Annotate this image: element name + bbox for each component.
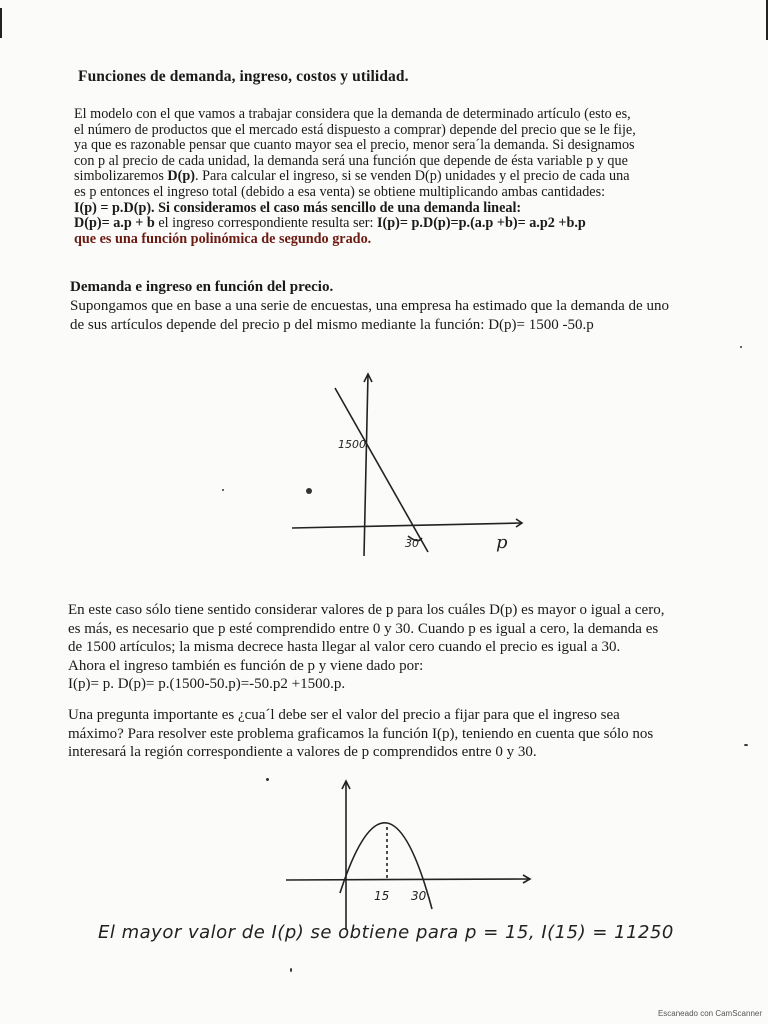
analysis-line: En este caso sólo tiene sentido considerar valores de p para los cuáles D(p) es mayor o igual a cero, [68, 602, 665, 618]
intro-line: simbolizaremos D(p). Para calcular el ingreso, si se venden D(p) unidades y el precio de cada una [74, 168, 630, 185]
analysis-line: es más, es necesario que p esté comprendido entre 0 y 30. Cuando p es igual a cero, la demanda es [68, 620, 659, 637]
intro-line-conclusion: que es una función polinómica de segundo grado. [74, 230, 372, 247]
section-paragraph [70, 297, 750, 335]
formula-dp: D(p) [167, 168, 195, 185]
analysis-line: de 1500 artículos; la misma decrece hasta llegar al valor cero cuando el precio es igual a 30. [68, 639, 621, 656]
label-15: 15 [374, 889, 390, 903]
question-line: interesará la región correspondiente a valores de p comprendidos entre 0 y 30. [68, 744, 537, 761]
demand-graph [280, 370, 530, 560]
label-30: 30 [411, 889, 427, 903]
intro-line: El modelo con el que vamos a trabajar considera que la demanda de determinado artículo (esto es, [74, 106, 631, 122]
question-line: máximo? Para resolver este problema graficamos la función I(p), teniendo en cuenta que sólo nos [68, 725, 654, 742]
analysis-paragraph [68, 601, 748, 694]
scanner-watermark: Escaneado con CamScanner [657, 1009, 762, 1018]
section-line: de sus artículos depende del precio p del mismo mediante la función: D(p)= 1500 -50.p [70, 317, 594, 333]
intro-line-formula: I(p) = p.D(p). Si consideramos el caso más sencillo de una demanda lineal: [74, 199, 522, 216]
scan-edge-left [0, 8, 2, 38]
intro-line: D(p)= a.p + b el ingreso correspondiente resulta ser: I(p)= p.D(p)=p.(a.p +b)= a.p2 +b.p [74, 215, 586, 232]
intro-line: es p entonces el ingreso total (debido a esa venta) se obtiene multiplicando ambas cantidades: [74, 183, 606, 200]
intro-line: el número de productos que el mercado está dispuesto a comprar) depende del precio que se le fije, [74, 121, 636, 138]
intro-paragraph [74, 107, 714, 247]
question-paragraph [68, 706, 748, 762]
income-graph [280, 775, 540, 935]
label-1500: 1500 [338, 438, 366, 451]
intro-line: ya que es razonable pensar que cuanto mayor sea el precio, menor sera´la demanda. Si designamos [74, 137, 635, 154]
scan-speck [740, 346, 742, 348]
section-title: Demanda e ingreso en función del precio. [70, 279, 334, 295]
scan-speck [266, 778, 269, 781]
formula-income: I(p)= p.D(p)=p.(a.p +b)= a.p2 +b.p [377, 215, 586, 232]
document-title: Funciones de demanda, ingreso, costos y utilidad. [78, 68, 409, 85]
scan-speck [744, 744, 748, 746]
label-p: p [496, 532, 508, 553]
label-30: 30 [405, 537, 419, 550]
scan-speck [306, 488, 312, 494]
scan-speck [290, 968, 292, 972]
section-line: Supongamos que en base a una serie de encuestas, una empresa ha estimado que la demanda de uno [70, 298, 669, 314]
analysis-line: Ahora el ingreso también es función de p y viene dado por: [68, 657, 424, 674]
formula-linear: D(p)= a.p + b [74, 215, 155, 232]
question-line: Una pregunta importante es ¿cua´l debe ser el valor del precio a fijar para que el ingreso sea [68, 707, 620, 723]
analysis-line: I(p)= p. D(p)= p.(1500-50.p)=-50.p2 +1500.p. [68, 676, 346, 693]
x-axis [286, 879, 530, 880]
y-axis [364, 374, 368, 556]
handwritten-conclusion: El mayor valor de I(p) se obtiene para p = 15, I(15) = 11250 [98, 922, 674, 943]
scan-speck [222, 489, 224, 491]
x-axis [292, 523, 522, 528]
intro-line: con p al precio de cada unidad, la demanda será una función que depende de ésta variable p y que [74, 152, 628, 169]
